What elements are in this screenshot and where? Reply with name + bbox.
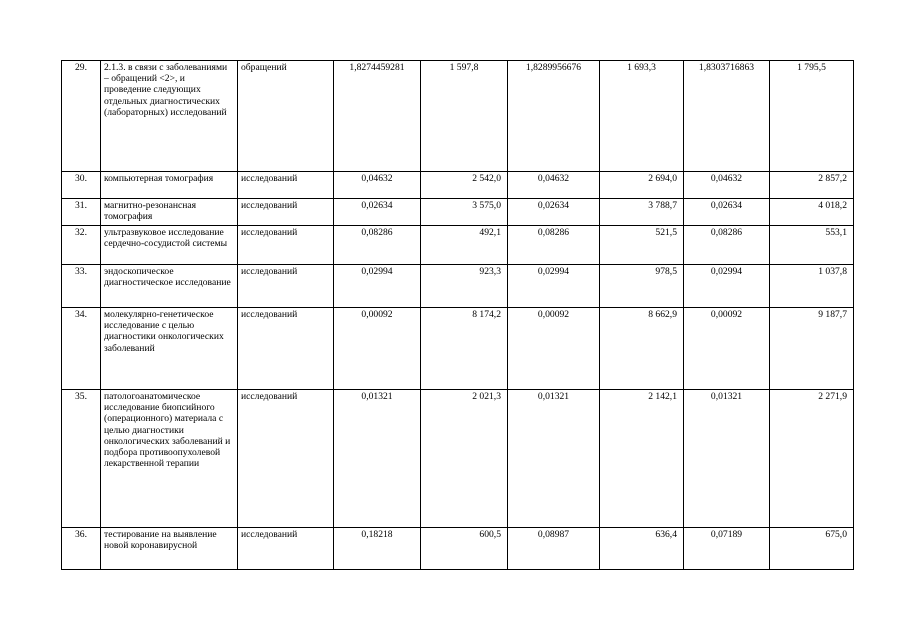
row-value-1: 0,04632	[334, 172, 421, 199]
row-value-2: 923,3	[421, 265, 508, 308]
table-row	[62, 390, 854, 528]
row-name: тестирование на выявление новой коронавирусной	[101, 528, 238, 570]
row-value-2: 2 021,3	[421, 390, 508, 528]
row-number: 29.	[62, 61, 101, 172]
table-row	[62, 528, 854, 570]
row-value-6: 1 037,8	[770, 265, 854, 308]
row-unit: исследований	[238, 226, 334, 265]
row-value-2: 8 174,2	[421, 308, 508, 390]
row-value-2: 2 542,0	[421, 172, 508, 199]
row-number: 34.	[62, 308, 101, 390]
row-value-1: 1,8274459281	[334, 61, 421, 172]
row-value-6: 1 795,5	[770, 61, 854, 172]
row-value-3: 0,04632	[508, 172, 600, 199]
row-number: 31.	[62, 199, 101, 226]
row-value-5: 0,08286	[684, 226, 770, 265]
row-value-6: 2 857,2	[770, 172, 854, 199]
row-number: 32.	[62, 226, 101, 265]
row-value-4: 2 694,0	[600, 172, 684, 199]
table-row	[62, 308, 854, 390]
row-value-3: 0,00092	[508, 308, 600, 390]
row-value-1: 0,00092	[334, 308, 421, 390]
row-name: магнитно-резонансная томография	[101, 199, 238, 226]
row-value-4: 521,5	[600, 226, 684, 265]
row-value-5: 0,07189	[684, 528, 770, 570]
row-value-2: 600,5	[421, 528, 508, 570]
row-value-2: 1 597,8	[421, 61, 508, 172]
row-value-5: 0,00092	[684, 308, 770, 390]
row-name: компьютерная томография	[101, 172, 238, 199]
row-value-3: 0,01321	[508, 390, 600, 528]
tariff-table	[61, 60, 854, 570]
table-row	[62, 61, 854, 172]
row-value-4: 8 662,9	[600, 308, 684, 390]
row-value-5: 0,02994	[684, 265, 770, 308]
row-name: патологоанатомическое исследование биопсийного (операционного) материала с целью диагностики онкологических заболеваний и подбора противоопухолевой лекарственной терапии	[101, 390, 238, 528]
row-value-2: 3 575,0	[421, 199, 508, 226]
row-number: 33.	[62, 265, 101, 308]
row-value-1: 0,02634	[334, 199, 421, 226]
row-value-2: 492,1	[421, 226, 508, 265]
row-value-5: 0,02634	[684, 199, 770, 226]
row-unit: исследований	[238, 265, 334, 308]
row-unit: исследований	[238, 308, 334, 390]
row-unit: исследований	[238, 172, 334, 199]
row-value-3: 0,08286	[508, 226, 600, 265]
table-row	[62, 199, 854, 226]
row-value-3: 0,08987	[508, 528, 600, 570]
table-row	[62, 172, 854, 199]
row-value-3: 0,02634	[508, 199, 600, 226]
row-number: 30.	[62, 172, 101, 199]
row-value-1: 0,08286	[334, 226, 421, 265]
row-value-5: 1,8303716863	[684, 61, 770, 172]
row-value-6: 675,0	[770, 528, 854, 570]
table-row	[62, 265, 854, 308]
row-number: 35.	[62, 390, 101, 528]
row-value-1: 0,18218	[334, 528, 421, 570]
row-value-6: 9 187,7	[770, 308, 854, 390]
row-name: молекулярно-генетическое исследование с целью диагностики онкологических заболеваний	[101, 308, 238, 390]
row-value-5: 0,04632	[684, 172, 770, 199]
row-value-4: 978,5	[600, 265, 684, 308]
row-value-4: 2 142,1	[600, 390, 684, 528]
row-unit: исследований	[238, 199, 334, 226]
row-value-5: 0,01321	[684, 390, 770, 528]
row-name: 2.1.3. в связи с заболеваниями – обращений <2>, и проведение следующих отдельных диагностических (лабораторных) исследований	[101, 61, 238, 172]
row-value-4: 636,4	[600, 528, 684, 570]
row-value-4: 1 693,3	[600, 61, 684, 172]
row-unit: обращений	[238, 61, 334, 172]
row-unit: исследований	[238, 390, 334, 528]
row-value-4: 3 788,7	[600, 199, 684, 226]
row-name: ультразвуковое исследование сердечно-сосудистой системы	[101, 226, 238, 265]
row-value-1: 0,01321	[334, 390, 421, 528]
row-value-1: 0,02994	[334, 265, 421, 308]
row-name: эндоскопическое диагностическое исследование	[101, 265, 238, 308]
row-value-6: 4 018,2	[770, 199, 854, 226]
row-value-3: 0,02994	[508, 265, 600, 308]
row-unit: исследований	[238, 528, 334, 570]
row-value-6: 553,1	[770, 226, 854, 265]
row-value-3: 1,8289956676	[508, 61, 600, 172]
table-row	[62, 226, 854, 265]
row-number: 36.	[62, 528, 101, 570]
row-value-6: 2 271,9	[770, 390, 854, 528]
